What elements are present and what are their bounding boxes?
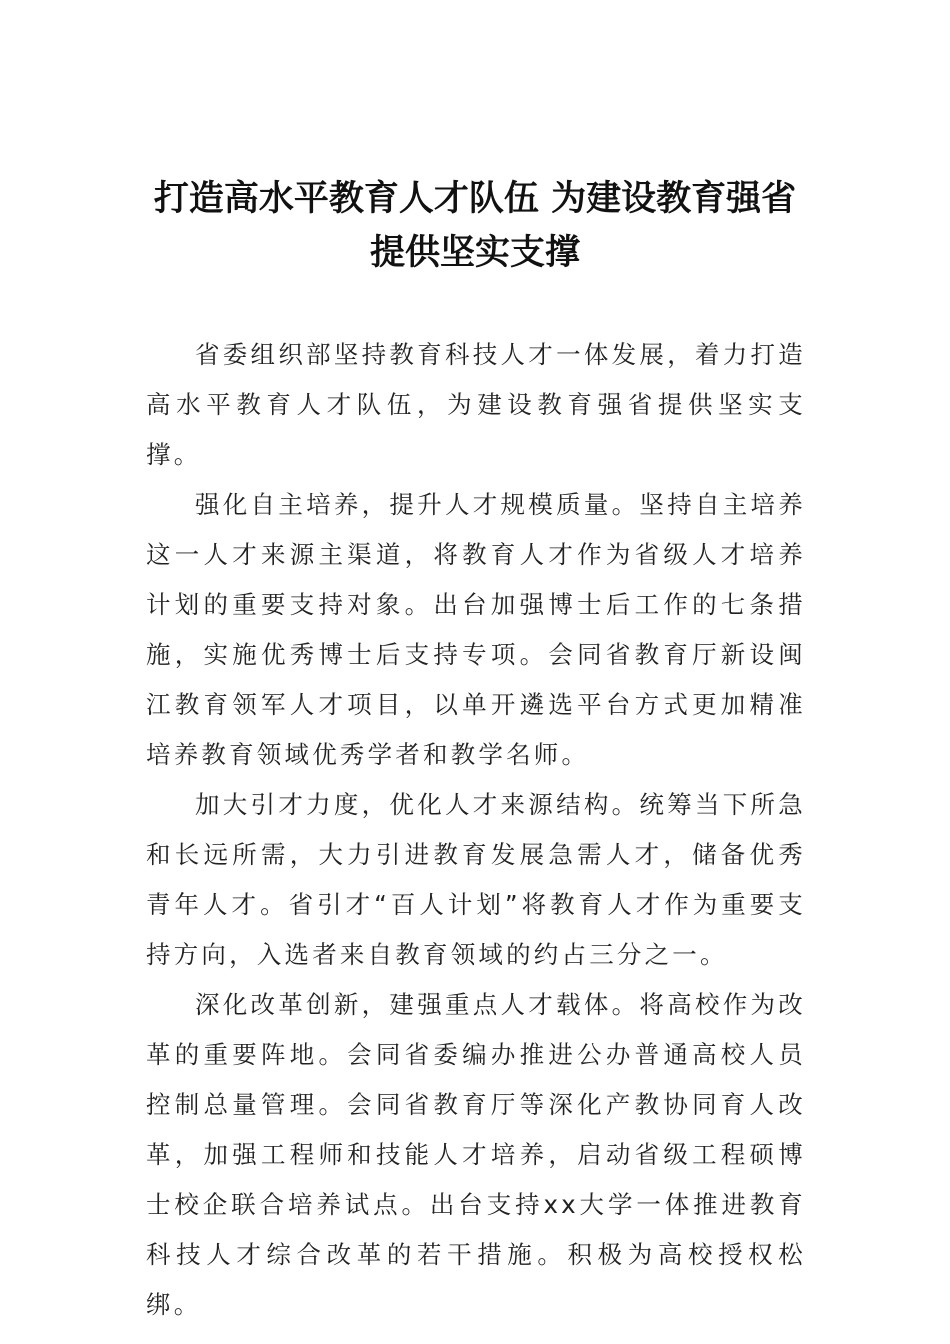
paragraph-intro: 省委组织部坚持教育科技人才一体发展，着力打造高水平教育人才队伍，为建设教育强省提供坚实支撑。 xyxy=(146,340,806,469)
document-body xyxy=(146,330,806,1330)
paragraph-talent-recruitment: 加大引才力度，优化人才来源结构。统筹当下所急和长远所需，大力引进教育发展急需人才，储备优秀青年人才。省引才“百人计划”将教育人才作为重要支持方向，入选者来自教育领域的约占三分之一。 xyxy=(146,790,806,969)
title-line-1: 打造高水平教育人才队伍 为建设教育强省 xyxy=(153,178,797,219)
paragraph-self-training: 强化自主培养，提升人才规模质量。坚持自主培养这一人才来源主渠道，将教育人才作为省级人才培养计划的重要支持对象。出台加强博士后工作的七条措施，实施优秀博士后支持专项。会同省教育厅新设闽江教育领军人才项目，以单开遴选平台方式更加精准培养教育领域优秀学者和教学名师。 xyxy=(146,490,806,769)
title-line-2: 提供坚实支撑 xyxy=(369,232,580,273)
document-title xyxy=(120,172,830,280)
paragraph-reform-innovation: 深化改革创新，建强重点人才载体。将高校作为改革的重要阵地。会同省委编办推进公办普通高校人员控制总量管理。会同省教育厅等深化产教协同育人改革，加强工程师和技能人才培养，启动省级工程硕博士校企联合培养试点。出台支持xx大学一体推进教育科技人才综合改革的若干措施。积极为高校授权松绑。 xyxy=(146,990,806,1319)
